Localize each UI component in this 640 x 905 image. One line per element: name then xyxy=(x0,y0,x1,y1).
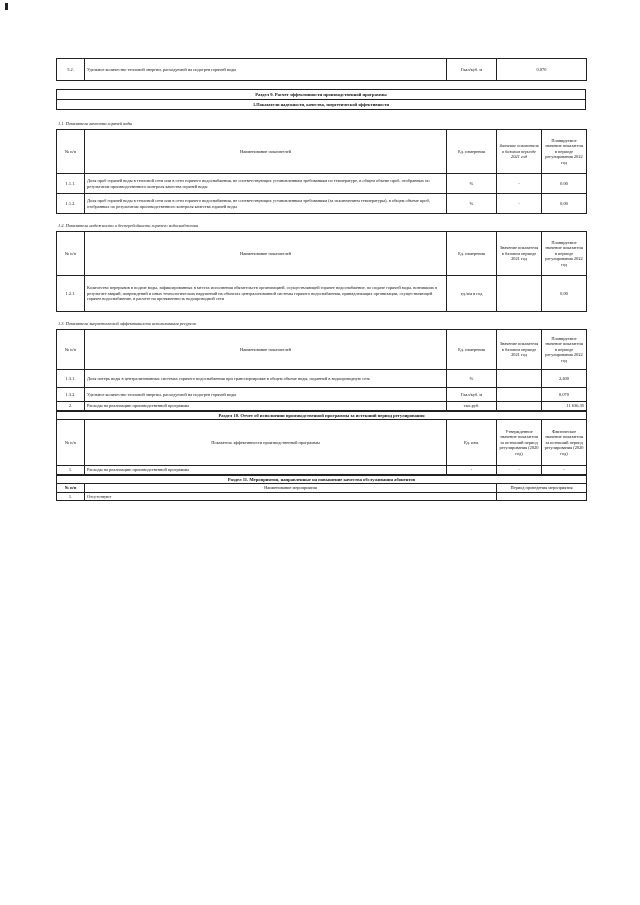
header-name: Наименование показателей xyxy=(85,330,447,370)
row-name: Доля проб горячей воды в тепловой сети или в сети горячего водоснабжения, не соответствующих установленным требованиям (за исключением температуры), в общем объеме проб, отобранных по результатам производственного контроля качества горячей воды xyxy=(85,194,447,214)
row-name: Удельное количество тепловой энергии, расходуемой на подогрев горячей воды xyxy=(85,59,447,81)
row-name: Доля проб горячей воды в тепловой сети или в сети горячего водоснабжения, не соответствующих установленным требованиям по температуре, в общем объеме проб, отобранных по результатам производственного контроля качества горячей воды xyxy=(85,174,447,194)
section9-title: Раздел 9. Расчет эффективности производственной программы xyxy=(57,90,586,100)
row-unit: - xyxy=(447,466,497,475)
header-plan: Планируемое значение показателя в периоде регулирования 2022 год xyxy=(542,330,587,370)
header-name: Наименование мероприятия xyxy=(85,484,497,493)
header-actual: Фактическое значение показателя за истекший период регулирования (2020 год) xyxy=(542,420,587,466)
block3-table xyxy=(56,329,587,411)
table-header-row xyxy=(57,330,587,370)
header-name: Наименование показателей xyxy=(85,130,447,174)
header-base: Значение показателя в базовом периоде 2021 год xyxy=(497,232,542,276)
row-name: Расходы на реализацию производственной программы xyxy=(85,402,447,411)
row-unit: тыс.руб. xyxy=(447,402,497,411)
table-row xyxy=(57,59,587,81)
header-base: Значение показателя в базовом периоде 2021 год xyxy=(497,330,542,370)
table-row xyxy=(57,276,587,312)
header-plan: Планируемое значение показателя в периоде регулирования 2022 год xyxy=(542,130,587,174)
table-header-row xyxy=(57,484,587,493)
section9-subtitle: 1.Показатели надежности, качества, энергетической эффективности xyxy=(57,100,586,110)
row-num: 1.1.2. xyxy=(57,194,85,214)
table-row xyxy=(57,388,587,402)
row-approved: - xyxy=(497,466,542,475)
row-num: 1.2.1. xyxy=(57,276,85,312)
row-base xyxy=(497,276,542,312)
row-num: 1.3.1. xyxy=(57,370,85,388)
row-plan: 0,00 xyxy=(542,174,587,194)
header-num: № п/п xyxy=(57,330,85,370)
block1-table xyxy=(56,129,587,214)
header-num: № п/п xyxy=(57,130,85,174)
row-unit: Гкал/куб. м xyxy=(447,59,497,81)
table-row xyxy=(57,402,587,411)
top-row-table xyxy=(56,58,587,81)
row-plan: 0,00 xyxy=(542,276,587,312)
section11-table xyxy=(56,475,587,502)
header-unit: Ед. измерения xyxy=(447,232,497,276)
header-approved: Утвержденное значение показателя за истекший период регулирования (2020 год) xyxy=(497,420,542,466)
row-name: Отсутствуют xyxy=(85,492,497,501)
block1-heading: 1.1. Показатели качества горячей воды xyxy=(58,121,133,126)
row-period xyxy=(497,492,587,501)
header-base: Значение показателя в базовом периоде 2021 год xyxy=(497,130,542,174)
header-unit: Ед. измерения xyxy=(447,330,497,370)
section10-title: Раздел 10. Отчет об исполнении производственной программы за истекший период регулирования xyxy=(57,411,587,420)
row-unit: % xyxy=(447,194,497,214)
header-name: Показатель эффективности производственной программы xyxy=(85,420,447,466)
row-unit: ед./км в год xyxy=(447,276,497,312)
header-plan: Планируемое значение показателя в периоде регулирования 2022 год xyxy=(542,232,587,276)
row-plan: 0,00 xyxy=(542,194,587,214)
row-base xyxy=(497,402,542,411)
row-unit: % xyxy=(447,174,497,194)
table-header-row xyxy=(57,232,587,276)
row-value: 0,070 xyxy=(497,59,587,81)
table-header-row xyxy=(57,420,587,466)
document-page xyxy=(56,58,586,501)
row-num: 1.1.1. xyxy=(57,174,85,194)
block2-heading: 1.2. Показатели надежности и бесперебойности горячего водоснабжения xyxy=(58,223,198,228)
header-period: Период проведения мероприятия xyxy=(497,484,587,493)
block3-heading: 1.3. Показатели энергетической эффективности использования ресурсов xyxy=(58,321,196,326)
table-header-row xyxy=(57,130,587,174)
table-row xyxy=(57,370,587,388)
row-name: Доля потерь воды в централизованных системах горячего водоснабжения при транспортировке в общем объеме воды, поданной в водопроводную сеть xyxy=(85,370,447,388)
row-actual: - xyxy=(542,466,587,475)
table-row xyxy=(57,492,587,501)
table-row xyxy=(57,194,587,214)
row-name: Расходы на реализацию производственной программы xyxy=(85,466,447,475)
section11-title: Раздел 11. Мероприятия, направленные на повышение качества обслуживания абонентов xyxy=(57,475,587,484)
row-name: Количество перерывов в подаче воды, зафиксированных в местах исполнения обязательств организацией, осуществляющей горячее водоснабжение, по подаче горячей воды, возникших в результате аварий, повреждений и иных технологических нарушений на объектах централизованной системы горячего водоснабжения, принадлежащих организации, осуществляющей горячее водоснабжение, в расчете на протяженность водопроводной сети xyxy=(85,276,447,312)
row-base xyxy=(497,370,542,388)
section10-table xyxy=(56,411,587,475)
row-num: 1. xyxy=(57,492,85,501)
header-unit: Ед. изм. xyxy=(447,420,497,466)
row-name: Удельное количество тепловой энергии, расходуемой на подогрев горячей воды xyxy=(85,388,447,402)
row-base: - xyxy=(497,174,542,194)
header-num: № п/п xyxy=(57,484,85,493)
header-num: № п/п xyxy=(57,232,85,276)
row-num: 1.3.2. xyxy=(57,388,85,402)
header-num: № п/п xyxy=(57,420,85,466)
row-num: 1. xyxy=(57,466,85,475)
row-unit: Гкал/куб. м xyxy=(447,388,497,402)
block2-table xyxy=(56,231,587,312)
header-name: Наименование показателей xyxy=(85,232,447,276)
row-num: 5.2. xyxy=(57,59,85,81)
section9-heading-table xyxy=(56,89,586,110)
row-unit: % xyxy=(447,370,497,388)
row-base: - xyxy=(497,194,542,214)
row-plan: 0,070 xyxy=(542,388,587,402)
table-row xyxy=(57,174,587,194)
header-unit: Ед. измерения xyxy=(447,130,497,174)
table-row xyxy=(57,466,587,475)
row-plan: 2,400 xyxy=(542,370,587,388)
row-base xyxy=(497,388,542,402)
row-num: 2. xyxy=(57,402,85,411)
row-plan: 11 636,35 xyxy=(542,402,587,411)
scan-mark xyxy=(5,3,8,10)
